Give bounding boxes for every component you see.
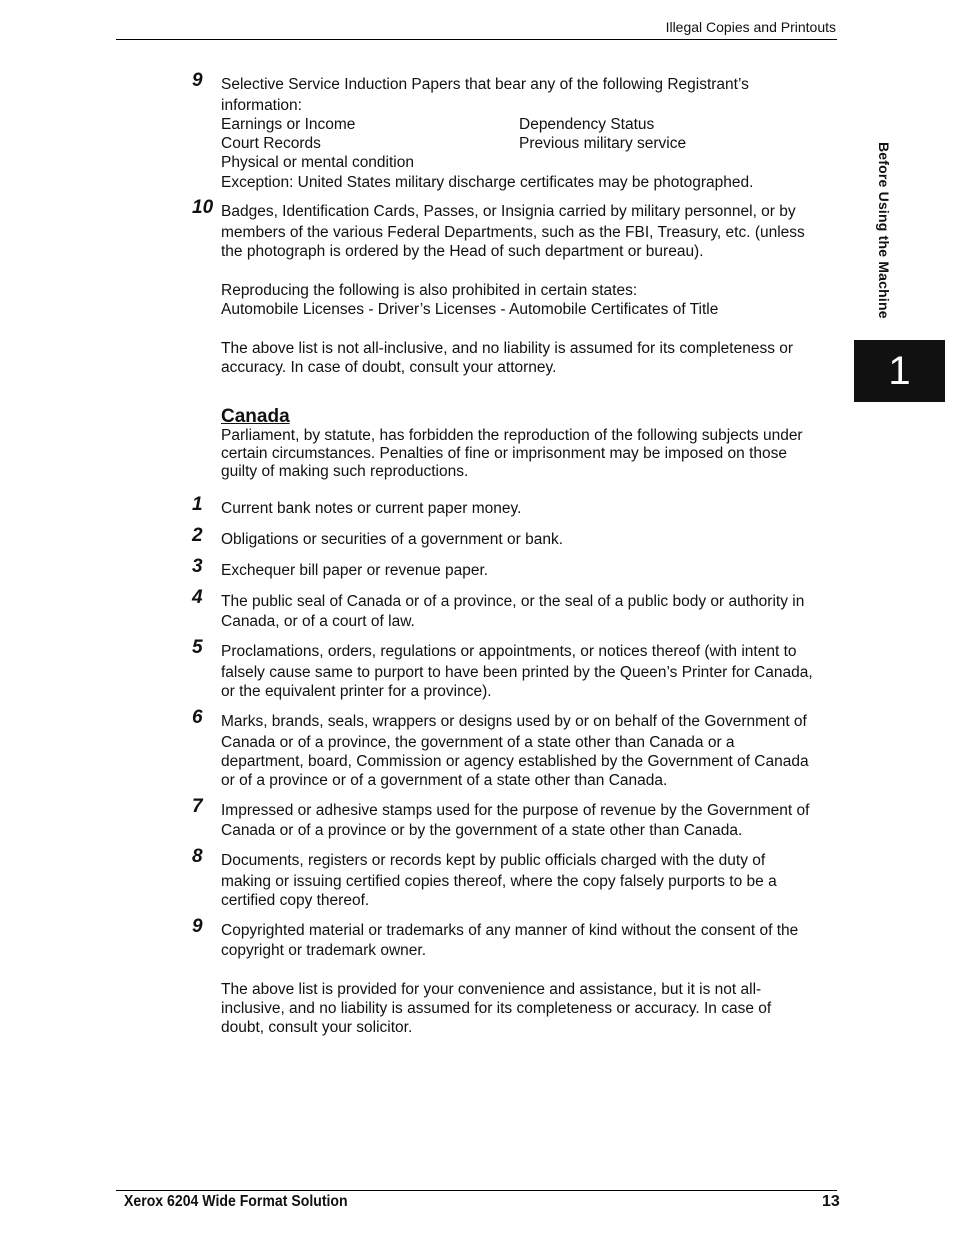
list-item-line: making or issuing certified copies thereof, where the copy falsely purports to be a <box>221 873 777 890</box>
two-column-row <box>221 134 837 153</box>
us-disclaimer <box>221 339 837 377</box>
disclaimer-line: inclusive, and no liability is assumed for its completeness or accuracy. In case of <box>221 1000 772 1017</box>
list-item-number: 10 <box>192 197 214 218</box>
list-item-line: Badges, Identification Cards, Passes, or Insignia carried by military personnel, or by <box>221 203 796 220</box>
two-column-row <box>221 115 837 134</box>
list-item <box>192 494 837 518</box>
list-item <box>192 525 837 549</box>
list-item-number: 7 <box>192 796 203 817</box>
list-item-line: Documents, registers or records kept by public officials charged with the duty of <box>221 852 766 869</box>
list-item-line: information: <box>221 97 302 114</box>
column-left: Court Records <box>221 135 321 152</box>
list-item-line: Canada, or of a court of law. <box>221 613 415 630</box>
list-item-line: Impressed or adhesive stamps used for the purpose of revenue by the Government of <box>221 802 810 819</box>
canada-disclaimer <box>221 980 837 1037</box>
list-item-line: Canada or of a province or by the government of a state other than Canada. <box>221 822 743 839</box>
states-note <box>221 281 837 319</box>
chapter-tab: 1 <box>854 340 945 402</box>
column-right: Dependency Status <box>519 116 655 133</box>
list-item-line: Selective Service Induction Papers that bear any of the following Registrant’s <box>221 76 749 93</box>
section-heading-canada: Canada <box>221 406 290 427</box>
list-item <box>192 197 837 261</box>
intro-line: guilty of making such reproductions. <box>221 463 469 480</box>
header-title: Illegal Copies and Printouts <box>665 19 836 35</box>
list-item-number: 2 <box>192 525 203 546</box>
list-item-line: or the equivalent printer for a province). <box>221 683 492 700</box>
list-item-line: Canada or of a province, the government of a state other than Canada or a <box>221 734 735 751</box>
list-item-line: copyright or trademark owner. <box>221 942 427 959</box>
list-item-line: certified copy thereof. <box>221 892 370 909</box>
list-item-line: Proclamations, orders, regulations or appointments, or notices thereof (with intent to <box>221 643 797 660</box>
column-left: Earnings or Income <box>221 116 356 133</box>
header-divider <box>116 39 837 40</box>
footer-title: Xerox 6204 Wide Format Solution <box>124 1193 348 1210</box>
list-item-number: 5 <box>192 637 203 658</box>
list-item-line: Copyrighted material or trademarks of any manner of kind without the consent of the <box>221 922 799 939</box>
list-item-line: members of the various Federal Departments, such as the FBI, Treasury, etc. (unless <box>221 224 805 241</box>
list-item-line: Marks, brands, seals, wrappers or designs used by or on behalf of the Government of <box>221 713 807 730</box>
list-item-line: falsely cause same to purport to have been printed by the Queen’s Printer for Canada, <box>221 664 813 681</box>
disclaimer-line: doubt, consult your solicitor. <box>221 1019 413 1036</box>
list-item-number: 3 <box>192 556 203 577</box>
chapter-side-label: Before Using the Machine <box>876 142 892 319</box>
intro-line: Parliament, by statute, has forbidden the reproduction of the following subjects under <box>221 427 803 444</box>
list-item <box>192 70 837 192</box>
list-item-line: Exchequer bill paper or revenue paper. <box>221 562 489 579</box>
list-item <box>192 556 837 580</box>
column-right: Previous military service <box>519 135 687 152</box>
list-item-line: the photograph is ordered by the Head of such department or bureau). <box>221 243 704 260</box>
list-item-number: 9 <box>192 70 203 91</box>
disclaimer-line: The above list is provided for your convenience and assistance, but it is not all- <box>221 981 762 998</box>
disclaimer-line: accuracy. In case of doubt, consult your attorney. <box>221 359 557 376</box>
list-item-number: 8 <box>192 846 203 867</box>
list-item <box>192 796 837 840</box>
list-item-line: or of a province or of a government of a state other than Canada. <box>221 772 668 789</box>
canada-intro <box>221 427 837 481</box>
footer-divider <box>116 1190 837 1191</box>
list-item-line: department, board, Commission or agency established by the Government of Canada <box>221 753 809 770</box>
list-item-number: 6 <box>192 707 203 728</box>
disclaimer-line: The above list is not all-inclusive, and no liability is assumed for its completeness or <box>221 340 794 357</box>
list-item-line: Obligations or securities of a government or bank. <box>221 531 564 548</box>
list-item <box>192 916 837 960</box>
list-item-number: 1 <box>192 494 203 515</box>
list-item-line: Exception: United States military discharge certificates may be photographed. <box>221 174 754 191</box>
list-item <box>192 587 837 631</box>
list-item-line: The public seal of Canada or of a province, or the seal of a public body or authority in <box>221 593 805 610</box>
list-item <box>192 707 837 790</box>
states-note-line: Reproducing the following is also prohibited in certain states: <box>221 282 638 299</box>
intro-line: certain circumstances. Penalties of fine or imprisonment may be imposed on those <box>221 445 788 462</box>
list-item-line: Current bank notes or current paper money. <box>221 500 522 517</box>
page-number: 13 <box>822 1193 840 1210</box>
list-item <box>192 637 837 701</box>
list-item-number: 9 <box>192 916 203 937</box>
list-item <box>192 846 837 910</box>
states-note-line: Automobile Licenses - Driver’s Licenses - Automobile Certificates of Title <box>221 301 719 318</box>
list-item-number: 4 <box>192 587 203 608</box>
list-item-line: Physical or mental condition <box>221 154 414 171</box>
